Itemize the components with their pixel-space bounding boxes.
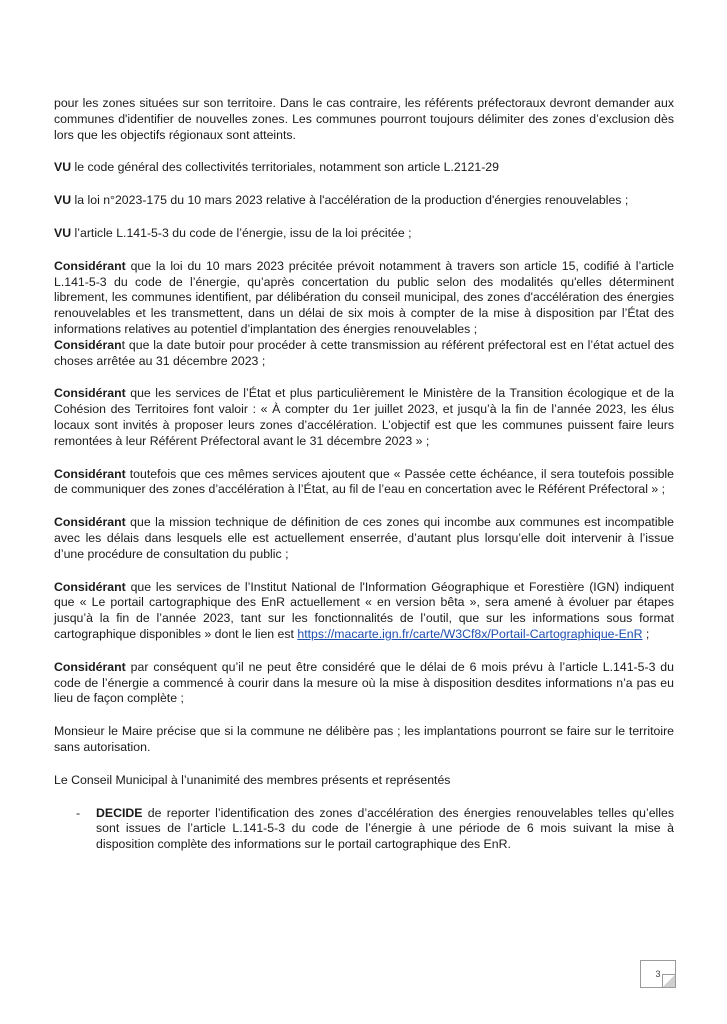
paragraph-vu-cgct [54,160,674,176]
paragraph-text: que la mission technique de définition de ces zones qui incombe aux communes est incompatible avec les délais dans lesquels elle est actuellement enserrée, d’autant plus lorsqu’elle doit intervenir à l’issue d’une procédure de consultation du public ; [54,515,674,561]
paragraph-considerant-5 [54,515,674,562]
paragraph-text-end: ; [642,626,650,641]
decision-list [54,806,674,853]
paragraph-text: l’article L.141-5-3 du code de l’énergie, issu de la loi précitée ; [71,225,412,240]
paragraph-keyword: Considérant [54,515,126,530]
paragraph-intro [54,96,674,143]
paragraph-keyword: Considéran [54,337,122,352]
decision-item [54,806,674,853]
paragraph-text: que les services de l’État et plus particulièrement le Ministère de la Transition écologique et de la Cohésion des Territoires font valoir : « À compter du 1er juillet 2023, et jusqu’à la fin de l’année 2023, les élus locaux sont invités à proposer leurs zones d’accélération. L’objectif est que les communes puissent faire leurs remontées à leur Référent Préfectoral avant le 31 décembre 2023 » ; [54,386,674,448]
page-number: 3 [655,969,661,979]
paragraph-keyword: VU [54,225,72,240]
paragraph-keyword: Considérant [54,466,126,481]
paragraph-considerant-4 [54,467,674,499]
portail-cartographique-link[interactable]: https://macarte.ign.fr/carte/W3Cf8x/Portail-Cartographique-EnR [297,626,643,641]
paragraph-text: Monsieur le Maire précise que si la commune ne délibère pas ; les implantations pourront se faire sur le territoire sans autorisation. [54,724,674,754]
paragraph-considerant-1 [54,259,674,338]
decision-keyword: DECIDE [96,805,143,820]
paragraph-keyword: Considérant [54,659,126,674]
paragraph-text: pour les zones situées sur son territoire. Dans le cas contraire, les référents préfectoraux devront demander aux communes d'identifier de nouvelles zones. Les communes pourront toujours délimiter des zones d’exclusion dès lors que les objectifs régionaux sont atteints. [54,96,674,142]
paragraph-keyword: Considérant [54,386,126,401]
paragraph-keyword: Considérant [54,258,126,273]
decision-text: de reporter l’identification des zones d’accélération des énergies renouvelables telles qu’elles sont issues de l’article L.141-5-3 du code de l’énergie à une période de 6 mois suivant la mise à disposition complète des informations sur le portail cartographique des EnR. [96,805,674,852]
paragraph-text: t que la date butoir pour procéder à cette transmission au référent préfectoral est en l’état actuel des choses arrêtée au 31 décembre 2023 ; [54,337,674,368]
paragraph-conseil [54,773,674,789]
paragraph-maire [54,724,674,756]
paragraph-text: le code général des collectivités territoriales, notamment son article L.2121-29 [71,160,499,175]
paragraph-keyword: Considérant [54,579,126,594]
paragraph-considerant-7 [54,660,674,707]
page-corner-fold [662,974,675,987]
paragraph-text: par conséquent qu’il ne peut être considéré que le délai de 6 mois prévu à l’article L.141-5-3 du code de l’énergie a commencé à courir dans la mesure où la mise à disposition desdites informations n’a pas eu lieu de façon complète ; [54,659,674,706]
paragraph-vu-loi [54,193,674,209]
document-body [54,96,674,853]
paragraph-considerant-6 [54,580,674,643]
paragraph-vu-article [54,226,674,242]
paragraph-text: que la loi du 10 mars 2023 précitée prévoit notamment à travers son article 15, codifié à l’article L.141-5-3 du code de l’énergie, qu’après concertation du public selon des modalités qu'elles déterminent librement, les communes identifient, par délibération du conseil municipal, des zones d'accélération des énergies renouvelables et les transmettent, dans un délai de six mois à compter de la mise à disposition par l’État des informations relatives au potentiel d’implantation des énergies renouvelables ; [54,258,674,336]
paragraph-text: que les services de l’Institut National de l'Information Géographique et Forestière (IGN) indiquent que « Le portail cartographique des EnR actuellement « en version bêta », sera amené à évoluer par étapes jusqu’à la fin de l’année 2023, tant sur les fonctionnalités de l’outil, que sur les informations sous format cartographique disponibles » dont le lien est [54,579,674,641]
paragraph-keyword: VU [54,193,72,208]
paragraph-keyword: VU [54,160,72,175]
paragraph-text: Le Conseil Municipal à l’unanimité des membres présents et représentés [54,772,451,787]
paragraph-text: la loi n°2023-175 du 10 mars 2023 relative à l'accélération de la production d'énergies renouvelables ; [71,193,629,208]
list-dash: - [76,805,81,820]
paragraph-text: toutefois que ces mêmes services ajoutent que « Passée cette échéance, il sera toutefois possible de communiquer des zones d’accélération à l’État, au fil de l’eau en concertation avec le Référent Préfectoral » ; [54,466,674,497]
paragraph-considerant-2 [54,338,674,370]
paragraph-considerant-3 [54,386,674,449]
